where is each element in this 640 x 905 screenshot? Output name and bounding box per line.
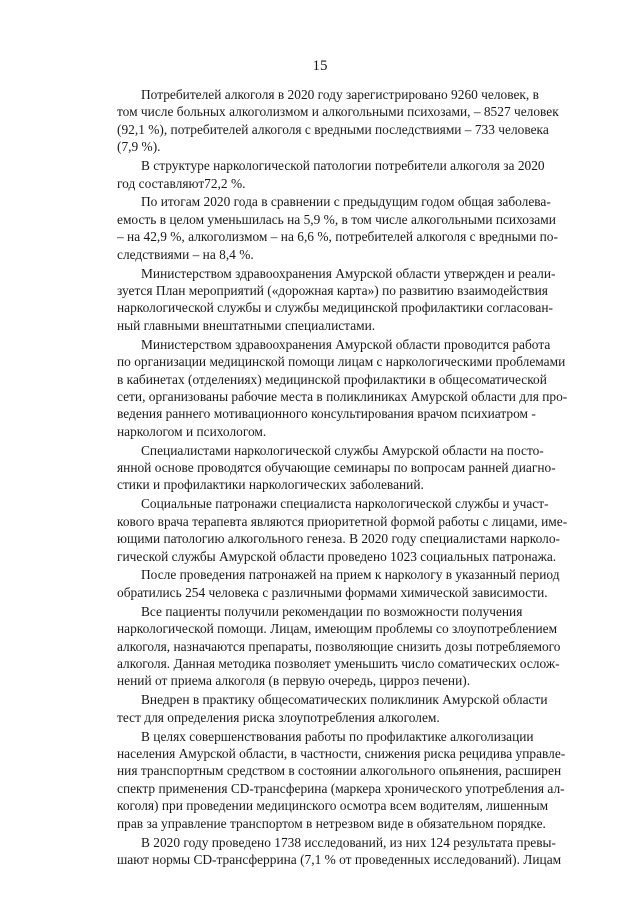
paragraph-8: После проведения патронажей на прием к наркологу в указанный период обратились 254 человека с различными формами химической зависимости.	[117, 567, 560, 600]
paragraph-4: Министерством здравоохранения Амурской области утвержден и реали- зуется План мероприятий («дорожная карта») по развитию взаимодействия наркологической службы и службы медицинской профилактики согласован- ный главными внештатными специалистами.	[117, 265, 556, 333]
paragraph-12: В 2020 году проведено 1738 исследований, из них 124 результата превы- шают нормы CD-трансферрина (7,1 % от проведенных исследований). Лицам	[117, 834, 562, 867]
paragraph-5: Министерством здравоохранения Амурской области проводится работа по организации медицинской помощи лицам с наркологическими проблемами в кабинетах (отделениях) медицинской профилактики в общесоматической сети, организованы рабочие места в поликлиниках Амурской области для про- ведения раннего мотивационного консультирования врачом психиатром - наркологом и психологом.	[117, 336, 568, 439]
paragraph-9: Все пациенты получили рекомендации по возможности получения наркологической помощи. Лицам, имеющим проблемы со злоупотреблением алкоголя, назначаются препараты, позволяющие снизить дозы потребляемого алкоголя. Данная методика позволяет уменьшить число соматических ослож- нений от приема алкоголя (в первую очередь, цирроз печени).	[117, 603, 561, 689]
paragraph-6: Специалистами наркологической службы Амурской области на посто- янной основе проводятся обучающие семинары по вопросам ранней диагно- стики и профилактики наркологических заболеваний.	[117, 442, 556, 493]
document-body	[117, 86, 579, 870]
paragraph-1: Потребителей алкоголя в 2020 году зарегистрировано 9260 человек, в том числе больных алкоголизмом и алкогольными психозами, – 8527 человек (92,1 %), потребителей алкоголя с вредными последствиями – 733 человека (7,9 %).	[117, 87, 559, 155]
paragraph-2: В структуре наркологической патологии потребители алкоголя за 2020 год составляют72,2 %.	[117, 158, 545, 191]
paragraph-3: По итогам 2020 года в сравнении с предыдущим годом общая заболева- емость в целом уменьшилась на 5,9 %, в том числе алкогольными психозами – на 42,9 %, алкоголизмом – на 6,6 %, потребителей алкоголя с вредными по- следствиями – на 8,4 %.	[117, 194, 558, 262]
page-number: 15	[312, 58, 328, 74]
paragraph-11: В целях совершенствования работы по профилактике алкоголизации населения Амурской области, в частности, снижения риска рецидива управле- ния транспортным средством в состоянии алкогольного опьянения, расширен спектр применения CD-трансферина (маркера хронического употребления ал- коголя) при проведении медицинского осмотра всем водителям, лишенным прав за управление транспортом в нетрезвом виде в обязательном порядке.	[117, 728, 566, 831]
paragraph-10: Внедрен в практику общесоматических поликлиник Амурской области тест для определения риска злоупотребления алкоголем.	[117, 692, 548, 725]
paragraph-7: Социальные патронажи специалиста наркологической службы и участ- кового врача терапевта являются приоритетной формой работы с лицами, име- ющими патологию алкогольного генеза. В 2020 году специалистами нарколо- гической службы Амурской области проведено 1023 социальных патронажа.	[117, 496, 568, 564]
